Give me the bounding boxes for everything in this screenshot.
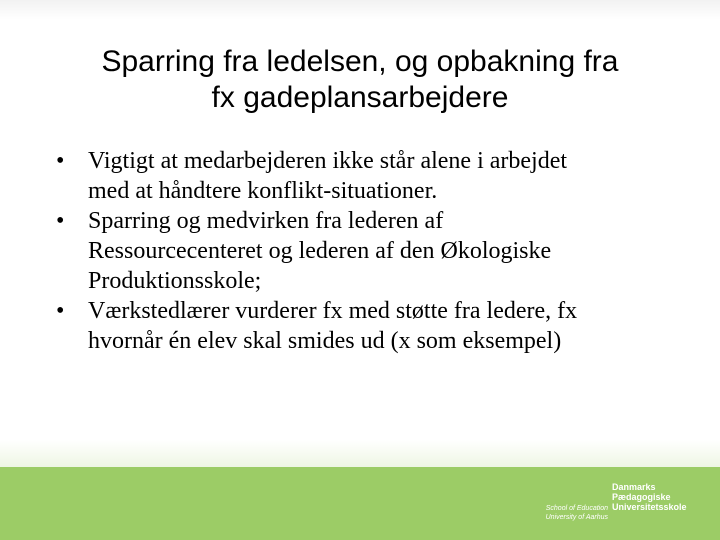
- top-gradient: [0, 0, 720, 20]
- bullet-text-line: med at håndtere konflikt-situationer.: [88, 178, 438, 204]
- logo-institution-line: Pædagogiske: [612, 492, 671, 502]
- bullet-icon: •: [56, 208, 65, 234]
- bullet-text-line: Produktionsskole;: [88, 268, 262, 294]
- bullet-item: [56, 206, 676, 296]
- logo-institution-text: [612, 482, 686, 512]
- bullet-icon: •: [56, 298, 65, 324]
- logo-institution-line: Danmarks: [612, 482, 656, 492]
- university-logo: [536, 482, 686, 526]
- bullet-text-line: hvornår én elev skal smides ud (x som eksempel): [88, 328, 562, 354]
- logo-school-text: [546, 504, 608, 522]
- footer-fade: [0, 440, 720, 467]
- bullet-text-line: Værkstedlærer vurderer fx med støtte fra ledere, fx: [88, 298, 578, 324]
- bullet-list: [56, 146, 676, 356]
- title-line: Sparring fra ledelsen, og opbakning fra: [101, 45, 619, 78]
- bullet-icon: •: [56, 148, 65, 174]
- bullet-item: [56, 296, 676, 356]
- bullet-text-line: Ressourcecenteret og lederen af den Økologiske: [88, 238, 552, 264]
- bullet-text-line: Vigtigt at medarbejderen ikke står alene i arbejdet: [88, 148, 568, 174]
- title-line: fx gadeplansarbejdere: [211, 81, 509, 114]
- logo-school-line: School of Education: [545, 505, 608, 512]
- bullet-item: [56, 146, 676, 206]
- bullet-text-line: Sparring og medvirken fra lederen af: [88, 208, 444, 234]
- logo-institution-line: Universitetsskole: [612, 502, 687, 512]
- logo-school-line: University of Aarhus: [545, 514, 608, 521]
- slide-title: [40, 44, 680, 116]
